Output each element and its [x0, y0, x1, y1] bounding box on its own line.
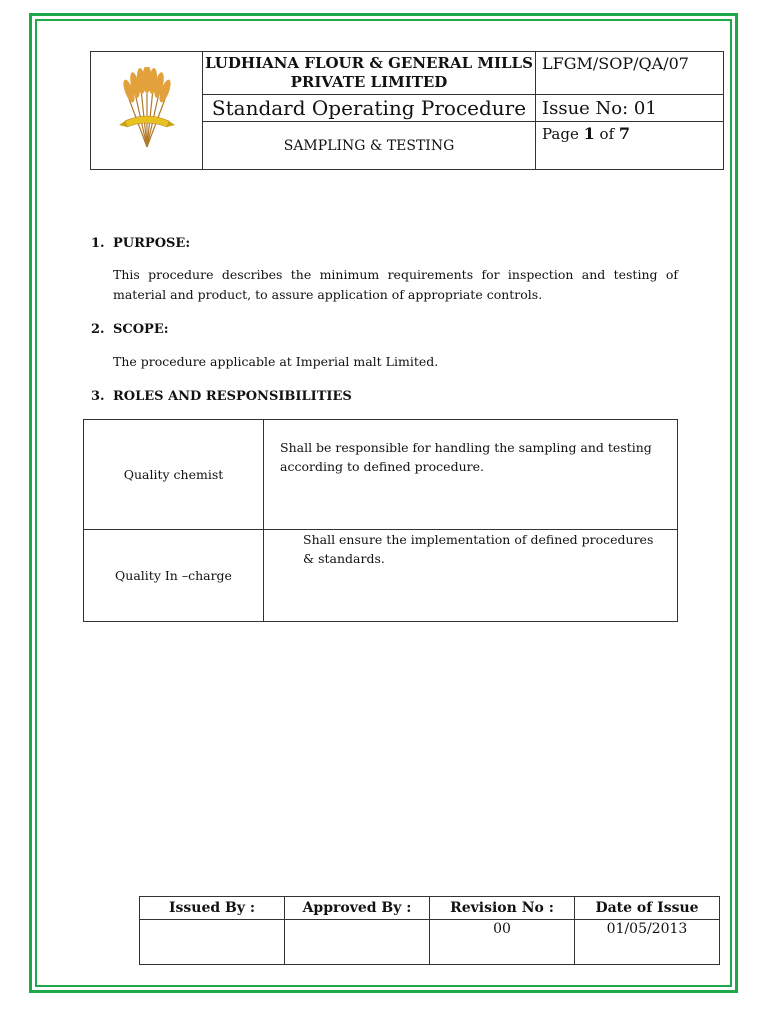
document-header-table	[90, 51, 724, 170]
page-prefix: Page	[542, 125, 579, 143]
role-duty: Shall ensure the implementation of defined procedures & standards.	[264, 530, 678, 622]
company-name: LUDHIANA FLOUR & GENERAL MILLS PRIVATE LIMITED	[203, 52, 536, 95]
section-number: 2.	[91, 322, 105, 337]
page-total: 7	[618, 124, 631, 143]
section-purpose-text: This procedure describes the minimum requirements for inspection and testing of material and product, to assure application of appropriate controls.	[113, 267, 678, 302]
roles-table	[83, 419, 678, 622]
section-roles-heading	[91, 389, 352, 404]
role-name: Quality chemist	[84, 420, 264, 530]
issued-by-header: Issued By :	[140, 897, 285, 920]
role-name: Quality In –charge	[84, 530, 264, 622]
revision-no-value: 00	[430, 920, 575, 965]
document-title: Standard Operating Procedure	[203, 95, 536, 122]
approved-by-header: Approved By :	[285, 897, 430, 920]
role-duty: Shall be responsible for handling the sampling and testing according to defined procedure.	[264, 420, 678, 530]
date-of-issue-value: 01/05/2013	[575, 920, 720, 965]
approved-by-value	[285, 920, 430, 965]
document-number: LFGM/SOP/QA/07	[536, 52, 724, 95]
section-number: 3.	[91, 389, 105, 404]
section-scope-text: The procedure applicable at Imperial malt Limited.	[113, 354, 439, 369]
document-subject: SAMPLING & TESTING	[203, 122, 536, 170]
section-purpose-heading	[91, 236, 190, 251]
section-title: SCOPE:	[113, 322, 169, 337]
table-row	[84, 530, 678, 622]
issue-number: Issue No: 01	[536, 95, 724, 122]
section-title: PURPOSE:	[113, 236, 191, 251]
revision-no-header: Revision No :	[430, 897, 575, 920]
page-indicator	[536, 122, 724, 170]
date-of-issue-header: Date of Issue	[575, 897, 720, 920]
section-title: ROLES AND RESPONSIBILITIES	[113, 389, 352, 404]
wheat-sheaf-icon	[117, 67, 177, 151]
page-current: 1	[583, 124, 595, 143]
approval-footer-table	[139, 896, 720, 965]
issued-by-value	[140, 920, 285, 965]
logo-cell	[91, 52, 203, 170]
section-scope-heading	[91, 322, 169, 337]
page-of: of	[599, 125, 615, 143]
section-number: 1.	[91, 236, 105, 251]
table-row	[84, 420, 678, 530]
